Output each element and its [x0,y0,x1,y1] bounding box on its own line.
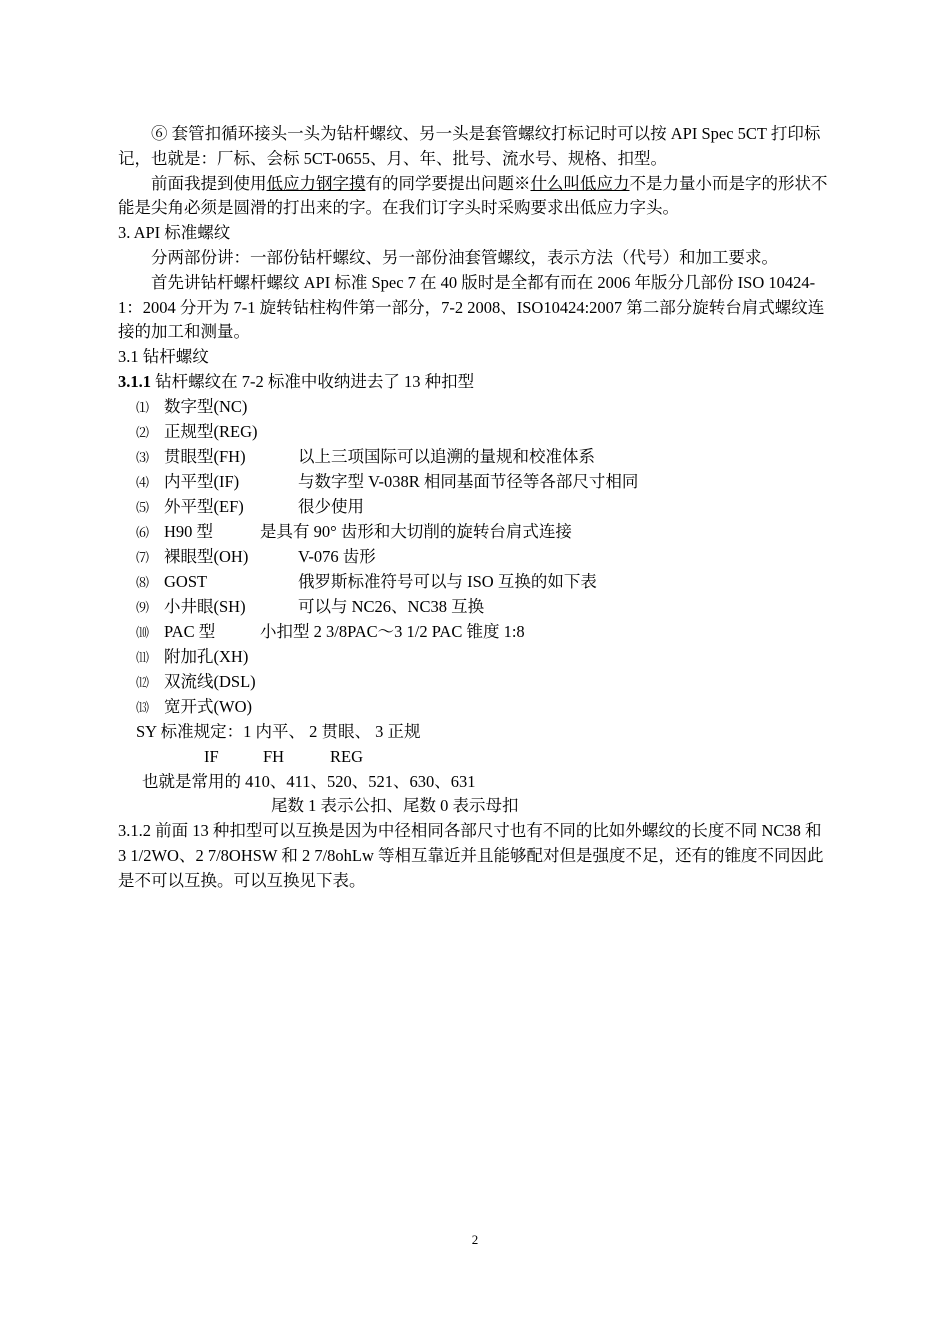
item-name: H90 型 [164,521,214,541]
item-name: PAC 型 [164,621,216,641]
heading-3-1-1 [118,370,833,395]
item-name: 附加孔(XH) [164,646,249,666]
abbr-if: IF [204,746,219,766]
item-description: 可以与 NC26、NC38 互换 [298,596,485,616]
underlined-term-what-is-low-stress: 什么叫低应力 [530,173,630,193]
paragraph-3-1-2: 3.1.2 前面 13 种扣型可以互换是因为中径相同各部尺寸也有不同的比如外螺纹的长度不同 NC38 和 3 1/2WO、2 7/8OHSW 和 2 7/8ohLw 等相互靠近并且能够配对但是强度不足，还有的锥度不同因此是不可以互换。可以互换见下表。 [118,821,824,890]
text-segment: 不是力量小而是字的形状不能是尖角必须是圆滑的打出来的字。在我们订字头时采购要求出低应力字头。 [118,173,828,218]
paragraph-low-stress [118,172,833,222]
item-number: ⑼ [136,599,150,615]
thread-type-list [118,395,833,720]
list-item [118,645,833,670]
document-body [118,122,833,894]
section-title: 钻杆螺纹在 7-2 标准中收纳进去了 13 种扣型 [151,371,475,391]
item-number: ⑸ [136,499,150,515]
page-number: 2 [471,1232,479,1247]
heading-api-standard-threads: 3. API 标准螺纹 [118,223,231,243]
item-name: 正规型(REG) [164,421,258,441]
item-number: ⑵ [136,424,150,440]
list-item [118,595,833,620]
paragraph-two-parts: 分两部份讲：一部份钻杆螺纹、另一部份油套管螺纹，表示方法（代号）和加工要求。 [151,247,778,267]
item-number: ⑾ [136,649,150,665]
item-number: ⑿ [136,674,150,690]
abbr-fh: FH [263,746,285,766]
item-name: 小井眼(SH) [164,596,246,616]
list-item [118,520,833,545]
item-number: ⑻ [136,574,150,590]
item-number: ⑷ [136,474,150,490]
item-description: 小扣型 2 3/8PAC～3 1/2 PAC 锥度 1:8 [260,621,525,641]
item-description: 以上三项国际可以追溯的量规和校准体系 [298,446,595,466]
item-number: ⑹ [136,524,150,540]
list-item [118,470,833,495]
item-description: 与数字型 V-038R 相同基面节径等各部尺寸相同 [298,471,639,491]
item-name: 贯眼型(FH) [164,446,246,466]
item-name: 宽开式(WO) [164,696,252,716]
item-name: 双流线(DSL) [164,671,256,691]
text-segment: 有的同学要提出问题※ [365,173,531,193]
sy-standard-line: SY 标准规定：1 内平、 2 贯眼、 3 正规 [136,721,421,741]
item-description: 是具有 90° 齿形和大切削的旋转台肩式连接 [260,521,572,541]
list-item [118,695,833,720]
item-number: ⑽ [136,624,150,640]
item-name: 数字型(NC) [164,396,248,416]
paragraph-spec7: 首先讲钻杆螺杆螺纹 API 标准 Spec 7 在 40 版时是全都有而在 2006 年版分几部份 ISO 10424-1：2004 分开为 7-1 旋转钻柱构件第一部分，7-2 2008、ISO10424:2007 第二部分旋转台肩式螺纹连接的加工和测量。 [118,272,825,342]
list-item [118,420,833,445]
list-item [118,495,833,520]
item-number: ⑴ [136,399,150,415]
sy-abbreviations [118,745,833,770]
heading-drill-pipe-threads: 3.1 钻杆螺纹 [118,347,209,367]
list-item [118,445,833,470]
tail-digit-note: 尾数 1 表示公扣、尾数 0 表示母扣 [271,796,519,816]
item-description: 俄罗斯标准符号可以与 ISO 互换的如下表 [298,571,597,591]
item-number: ⒀ [136,699,150,715]
underlined-term-low-stress-stamp: 低应力钢字摸 [266,173,366,193]
paragraph-casing-marking: ⑥ 套管扣循环接头一头为钻杆螺纹、另一头是套管螺纹打标记时可以按 API Spec 5CT 打印标记，也就是：厂标、会标 5CT-0655、月、年、批号、流水号、规格、扣型。 [118,124,821,168]
item-name: GOST [164,571,208,591]
text-segment: 前面我提到使用 [151,173,267,193]
item-name: 外平型(EF) [164,496,244,516]
item-description: 很少使用 [298,496,364,516]
item-name: 内平型(IF) [164,471,240,491]
list-item [118,670,833,695]
list-item [118,545,833,570]
list-item [118,395,833,420]
list-item [118,570,833,595]
item-name: 裸眼型(OH) [164,546,249,566]
common-codes-line: 也就是常用的 410、411、520、521、630、631 [142,771,476,791]
abbr-reg: REG [330,746,363,766]
item-number: ⑺ [136,549,150,565]
list-item [118,620,833,645]
section-number: 3.1.1 [118,371,151,391]
item-description: V-076 齿形 [298,546,376,566]
item-number: ⑶ [136,449,150,465]
